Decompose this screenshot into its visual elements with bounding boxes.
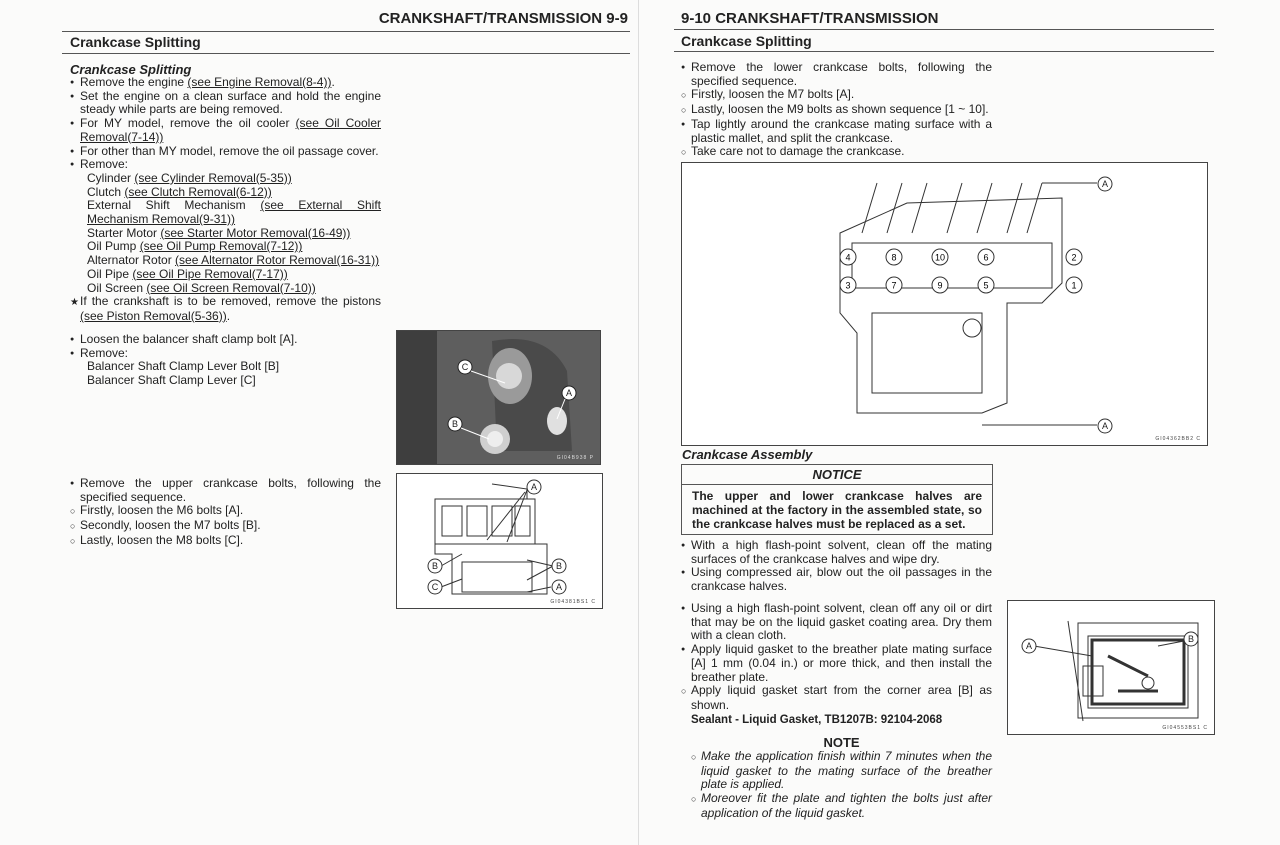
section-rule — [62, 53, 630, 54]
assembly-title: Crankcase Assembly — [682, 447, 813, 462]
balancer-steps — [70, 333, 381, 388]
notice-title: NOTICE — [682, 465, 992, 485]
remove-item: Starter Motor (see Starter Motor Removal(16-49)) — [87, 225, 351, 240]
header-rule — [674, 29, 1214, 30]
substep: ○ Lastly, loosen the M8 bolts [C]. — [70, 534, 381, 549]
step: ● Remove: — [70, 158, 381, 172]
sequence-number: 2 — [1071, 252, 1077, 263]
substep: ○ Firstly, loosen the M6 bolts [A]. — [70, 504, 381, 519]
item: Balancer Shaft Clamp Lever [C] — [87, 373, 256, 388]
notice-box — [681, 464, 993, 535]
right-page-header: 9-10 CRANKSHAFT/TRANSMISSION — [681, 10, 939, 27]
note-item: ○ Make the application finish within 7 minutes when the liquid gasket to the mating surface of the breather plate is applied. — [691, 750, 992, 792]
callout-a: A — [1101, 179, 1109, 189]
step: ● For MY model, remove the oil cooler (see Oil Cooler Removal(7-14)) — [70, 117, 381, 144]
note-title: NOTE — [823, 735, 860, 750]
step: ● Using a high flash-point solvent, clean off any oil or dirt that may be on the liquid gasket coating area. Dry them with a clean cloth. — [681, 602, 992, 643]
callout-b: B — [1187, 634, 1195, 644]
sequence-number: 4 — [845, 252, 851, 263]
step: ● For other than MY model, remove the oil passage cover. — [70, 145, 381, 159]
step: ● Set the engine on a clean surface and hold the engine steady while parts are being removed. — [70, 90, 381, 117]
step: ● Remove the lower crankcase bolts, following the specified sequence. — [681, 61, 992, 88]
step: ● Apply liquid gasket to the breather plate mating surface [A] 1 mm (0.04 in.) or more thick, and then install the breather plate. — [681, 643, 992, 684]
lower-crankcase-diagram — [682, 163, 1207, 445]
callout-b: B — [555, 561, 563, 571]
left-section-title: Crankcase Splitting — [70, 34, 201, 50]
callout-a: A — [1025, 641, 1033, 651]
figure-balancer-photo — [396, 330, 601, 465]
step: ● Loosen the balancer shaft clamp bolt [A]. — [70, 333, 381, 347]
gasket-steps — [681, 602, 992, 713]
upper-bolt-steps — [70, 477, 381, 549]
callout-b: B — [431, 561, 439, 571]
callout-a: A — [1101, 421, 1109, 431]
splitting-steps — [70, 76, 381, 324]
lower-bolt-steps — [681, 61, 992, 160]
link[interactable]: (see External Shift Mechanism Removal(9-31)) — [87, 198, 381, 227]
step: ○ Apply liquid gasket start from the corner area [B] as shown. — [681, 684, 992, 712]
sequence-number: 8 — [891, 252, 897, 263]
link[interactable]: (see Starter Motor Removal(16-49)) — [160, 225, 351, 240]
step: ● Remove: — [70, 347, 381, 361]
sequence-number: 7 — [891, 280, 897, 291]
step: ○ Lastly, loosen the M9 bolts as shown sequence [1 ~ 10]. — [681, 103, 992, 118]
remove-item: Oil Screen (see Oil Screen Removal(7-10)) — [87, 280, 316, 295]
link[interactable]: (see Alternator Rotor Removal(16-31)) — [175, 253, 380, 268]
sequence-number: 9 — [937, 280, 943, 291]
left-page-header: CRANKSHAFT/TRANSMISSION 9-9 — [378, 10, 628, 27]
item: Balancer Shaft Clamp Lever Bolt [B] — [87, 359, 280, 374]
step: ● Tap lightly around the crankcase mating surface with a plastic mallet, and split the crankcase. — [681, 118, 992, 145]
remove-list — [70, 172, 381, 295]
callout-b: B — [451, 419, 459, 429]
sequence-number: 6 — [983, 252, 989, 263]
link[interactable]: (see Oil Pipe Removal(7-17)) — [132, 266, 288, 281]
remove-item: Clutch (see Clutch Removal(6-12)) — [87, 184, 272, 199]
substep: ○ Secondly, loosen the M7 bolts [B]. — [70, 519, 381, 534]
star-note: ★ If the crankshaft is to be removed, remove the pistons (see Piston Removal(5-36)). — [70, 295, 381, 323]
callout-c: C — [431, 582, 439, 592]
sequence-number: 1 — [1071, 280, 1077, 291]
page-divider — [638, 0, 639, 845]
note-item: ○ Moreover fit the plate and tighten the bolts just after application of the liquid gasket. — [691, 792, 992, 820]
section-rule — [674, 51, 1214, 52]
remove-item: Cylinder (see Cylinder Removal(5-35)) — [87, 170, 292, 185]
sequence-number: 5 — [983, 280, 989, 291]
step: ● Remove the engine (see Engine Removal(8-4)). — [70, 76, 381, 90]
callout-c: C — [461, 362, 469, 372]
link[interactable]: (see Cylinder Removal(5-35)) — [134, 170, 292, 185]
callout-a: A — [565, 388, 573, 398]
sequence-number: 10 — [934, 252, 946, 263]
right-section-title: Crankcase Splitting — [681, 33, 812, 49]
sealant-spec: Sealant - Liquid Gasket, TB1207B: 92104-2068 — [691, 714, 943, 726]
figure-code: GI04B938 P — [556, 455, 594, 461]
step: ● Using compressed air, blow out the oil passages in the crankcase halves. — [681, 566, 992, 593]
figure-lower-crankcase-sequence — [681, 162, 1208, 446]
remove-item: External Shift Mechanism (see External Shift Mechanism Removal(9-31)) — [87, 198, 381, 227]
link[interactable]: (see Piston Removal(5-36)) — [80, 308, 227, 323]
remove-item: Alternator Rotor (see Alternator Rotor Removal(16-31)) — [87, 253, 380, 268]
assembly-steps — [681, 539, 992, 594]
figure-code: GI04381BS1 C — [550, 599, 596, 605]
breather-gasket-diagram — [1008, 601, 1214, 734]
step: ● With a high flash-point solvent, clean off the mating surfaces of the crankcase halves and wipe dry. — [681, 539, 992, 566]
note-items — [691, 750, 992, 821]
figure-code: GI04362BB2 C — [1155, 436, 1201, 442]
notice-body: The upper and lower crankcase halves are machined at the factory in the assembled state, so the crankcase halves must be replaced as a set. — [692, 489, 982, 531]
figure-code: GI04553BS1 C — [1162, 725, 1208, 731]
callout-a: A — [530, 482, 538, 492]
header-rule — [62, 31, 630, 32]
link[interactable]: (see Clutch Removal(6-12)) — [124, 184, 272, 199]
balancer-photo-illustration — [397, 331, 600, 464]
step: ○ Firstly, loosen the M7 bolts [A]. — [681, 88, 992, 103]
link[interactable]: (see Oil Screen Removal(7-10)) — [146, 280, 316, 295]
figure-upper-crankcase — [396, 473, 603, 609]
subsection-title: Crankcase Splitting — [70, 62, 192, 77]
remove-item: Oil Pipe (see Oil Pipe Removal(7-17)) — [87, 266, 288, 281]
step: ○ Take care not to damage the crankcase. — [681, 145, 992, 160]
remove-item: Oil Pump (see Oil Pump Removal(7-12)) — [87, 239, 303, 254]
sequence-number: 3 — [845, 280, 851, 291]
step: ● Remove the upper crankcase bolts, following the specified sequence. — [70, 477, 381, 504]
callout-a: A — [555, 582, 563, 592]
link[interactable]: (see Oil Pump Removal(7-12)) — [139, 239, 303, 254]
link[interactable]: (see Engine Removal(8-4)) — [187, 75, 332, 89]
upper-crankcase-diagram — [397, 474, 602, 608]
link[interactable]: (see Oil Cooler Removal(7-14)) — [80, 116, 381, 144]
figure-breather-gasket — [1007, 600, 1215, 735]
